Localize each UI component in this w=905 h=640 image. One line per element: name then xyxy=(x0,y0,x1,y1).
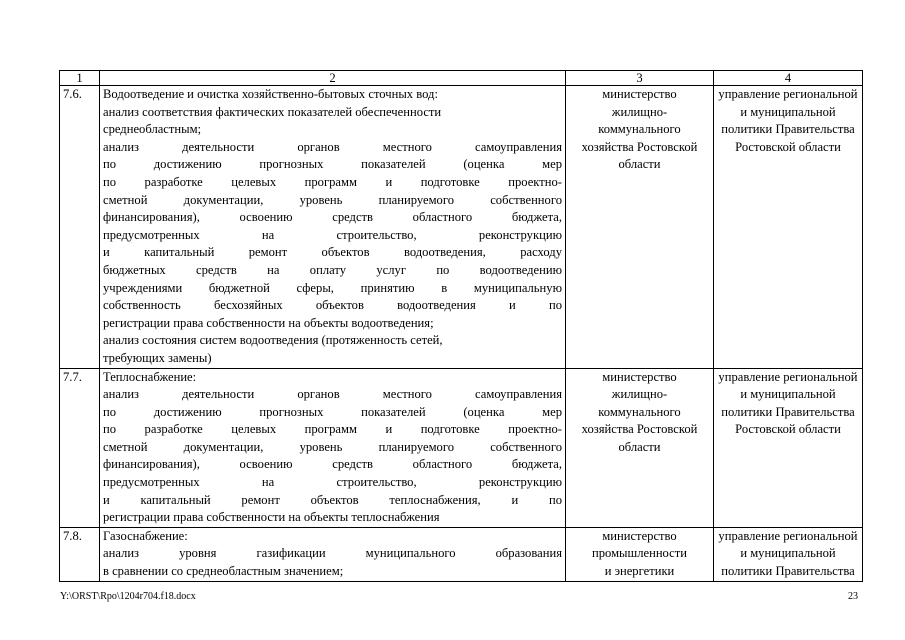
coordinating-department xyxy=(714,527,863,581)
description-line: и капитальный ремонт объектов водоотведения, расходу xyxy=(103,245,562,260)
description-line: среднеобластным; xyxy=(103,122,202,137)
description-line: требующих замены) xyxy=(103,350,212,365)
description-line: собственность бесхозяйных объектов водоотведения и по xyxy=(103,298,562,313)
department-line: политики Правительства xyxy=(721,564,855,579)
description-line: анализ деятельности органов местного самоуправления xyxy=(103,387,562,402)
ministry-line: хозяйства Ростовской xyxy=(581,422,698,437)
ministry-line: министерство xyxy=(602,87,677,101)
description-line: Водоотведение и очистка хозяйственно-бытовых сточных вод: xyxy=(103,87,438,101)
description-line: регистрации права собственности на объекты водоотведения; xyxy=(103,315,434,330)
department-line: управление региональной xyxy=(718,87,858,101)
table-body xyxy=(60,71,863,582)
coordinating-department xyxy=(714,368,863,527)
responsibility-table xyxy=(59,70,863,582)
department-line: и муниципальной xyxy=(740,387,836,402)
page-number: 23 xyxy=(848,591,858,602)
table-row xyxy=(60,527,863,581)
description-line: анализ состояния систем водоотведения (протяженность сетей, xyxy=(103,333,443,348)
description-line: предусмотренных на строительство, реконструкцию xyxy=(103,475,562,490)
ministry-line: министерство xyxy=(602,369,677,384)
header-cell-3: 3 xyxy=(566,71,714,86)
responsible-ministry xyxy=(566,86,714,369)
table-row xyxy=(60,368,863,527)
description-line: предусмотренных на строительство, реконструкцию xyxy=(103,227,562,242)
description-line: учреждениями бюджетной сферы, принятию в муниципальную xyxy=(103,280,562,295)
header-row xyxy=(60,71,863,86)
description-line: финансирования), освоению средств областного бюджета, xyxy=(103,457,562,472)
description-line: анализ соответствия фактических показателей обеспеченности xyxy=(103,104,442,119)
description-line: регистрации права собственности на объекты теплоснабжения xyxy=(103,510,440,525)
description-line: по достижению прогнозных показателей (оценка мер xyxy=(103,404,562,419)
ministry-line: промышленности xyxy=(591,546,688,561)
description-line: в сравнении со среднеобластным значением; xyxy=(103,564,344,579)
ministry-line: жилищно- xyxy=(611,104,668,119)
header-cell-1: 1 xyxy=(60,71,100,86)
ministry-line: жилищно- xyxy=(611,387,668,402)
row-number: 7.8. xyxy=(60,527,100,581)
description-line: Теплоснабжение: xyxy=(103,369,197,384)
coordinating-department xyxy=(714,86,863,369)
description-line: финансирования), освоению средств областного бюджета, xyxy=(103,210,562,225)
row-description xyxy=(100,368,566,527)
description-line: по достижению прогнозных показателей (оценка мер xyxy=(103,157,562,172)
description-line: сметной документации, уровень планируемого собственного xyxy=(103,192,562,207)
ministry-line: области xyxy=(618,157,661,172)
row-description xyxy=(100,86,566,369)
description-line: бюджетных средств на оплату услуг по водоотведению xyxy=(103,262,562,277)
description-line: анализ уровня газификации муниципального образования xyxy=(103,546,562,561)
description-line: по разработке целевых программ и подготовке проектно- xyxy=(103,174,562,189)
ministry-line: и энергетики xyxy=(604,564,675,579)
ministry-line: хозяйства Ростовской xyxy=(581,139,698,154)
row-number: 7.6. xyxy=(60,86,100,369)
responsible-ministry xyxy=(566,527,714,581)
row-number: 7.7. xyxy=(60,368,100,527)
department-line: Ростовской области xyxy=(735,139,841,154)
ministry-line: коммунального xyxy=(598,404,681,419)
description-line: сметной документации, уровень планируемого собственного xyxy=(103,439,562,454)
department-line: управление региональной xyxy=(718,528,858,543)
description-line: и капитальный ремонт объектов теплоснабжения, и по xyxy=(103,492,562,507)
description-line: по разработке целевых программ и подготовке проектно- xyxy=(103,422,562,437)
department-line: управление региональной xyxy=(718,369,858,384)
department-line: и муниципальной xyxy=(740,546,836,561)
row-description xyxy=(100,527,566,581)
header-cell-2: 2 xyxy=(100,71,566,86)
header-cell-4: 4 xyxy=(714,71,863,86)
table-row xyxy=(60,86,863,369)
department-line: политики Правительства xyxy=(721,404,855,419)
ministry-line: области xyxy=(618,439,661,454)
responsible-ministry xyxy=(566,368,714,527)
department-line: Ростовской области xyxy=(735,422,841,437)
file-path: Y:\ORST\Rpo\1204r704.f18.docx xyxy=(60,591,196,602)
department-line: и муниципальной xyxy=(740,104,836,119)
department-line: политики Правительства xyxy=(721,122,855,137)
description-line: Газоснабжение: xyxy=(103,528,188,543)
ministry-line: министерство xyxy=(602,528,677,543)
description-line: анализ деятельности органов местного самоуправления xyxy=(103,139,562,154)
ministry-line: коммунального xyxy=(598,122,681,137)
